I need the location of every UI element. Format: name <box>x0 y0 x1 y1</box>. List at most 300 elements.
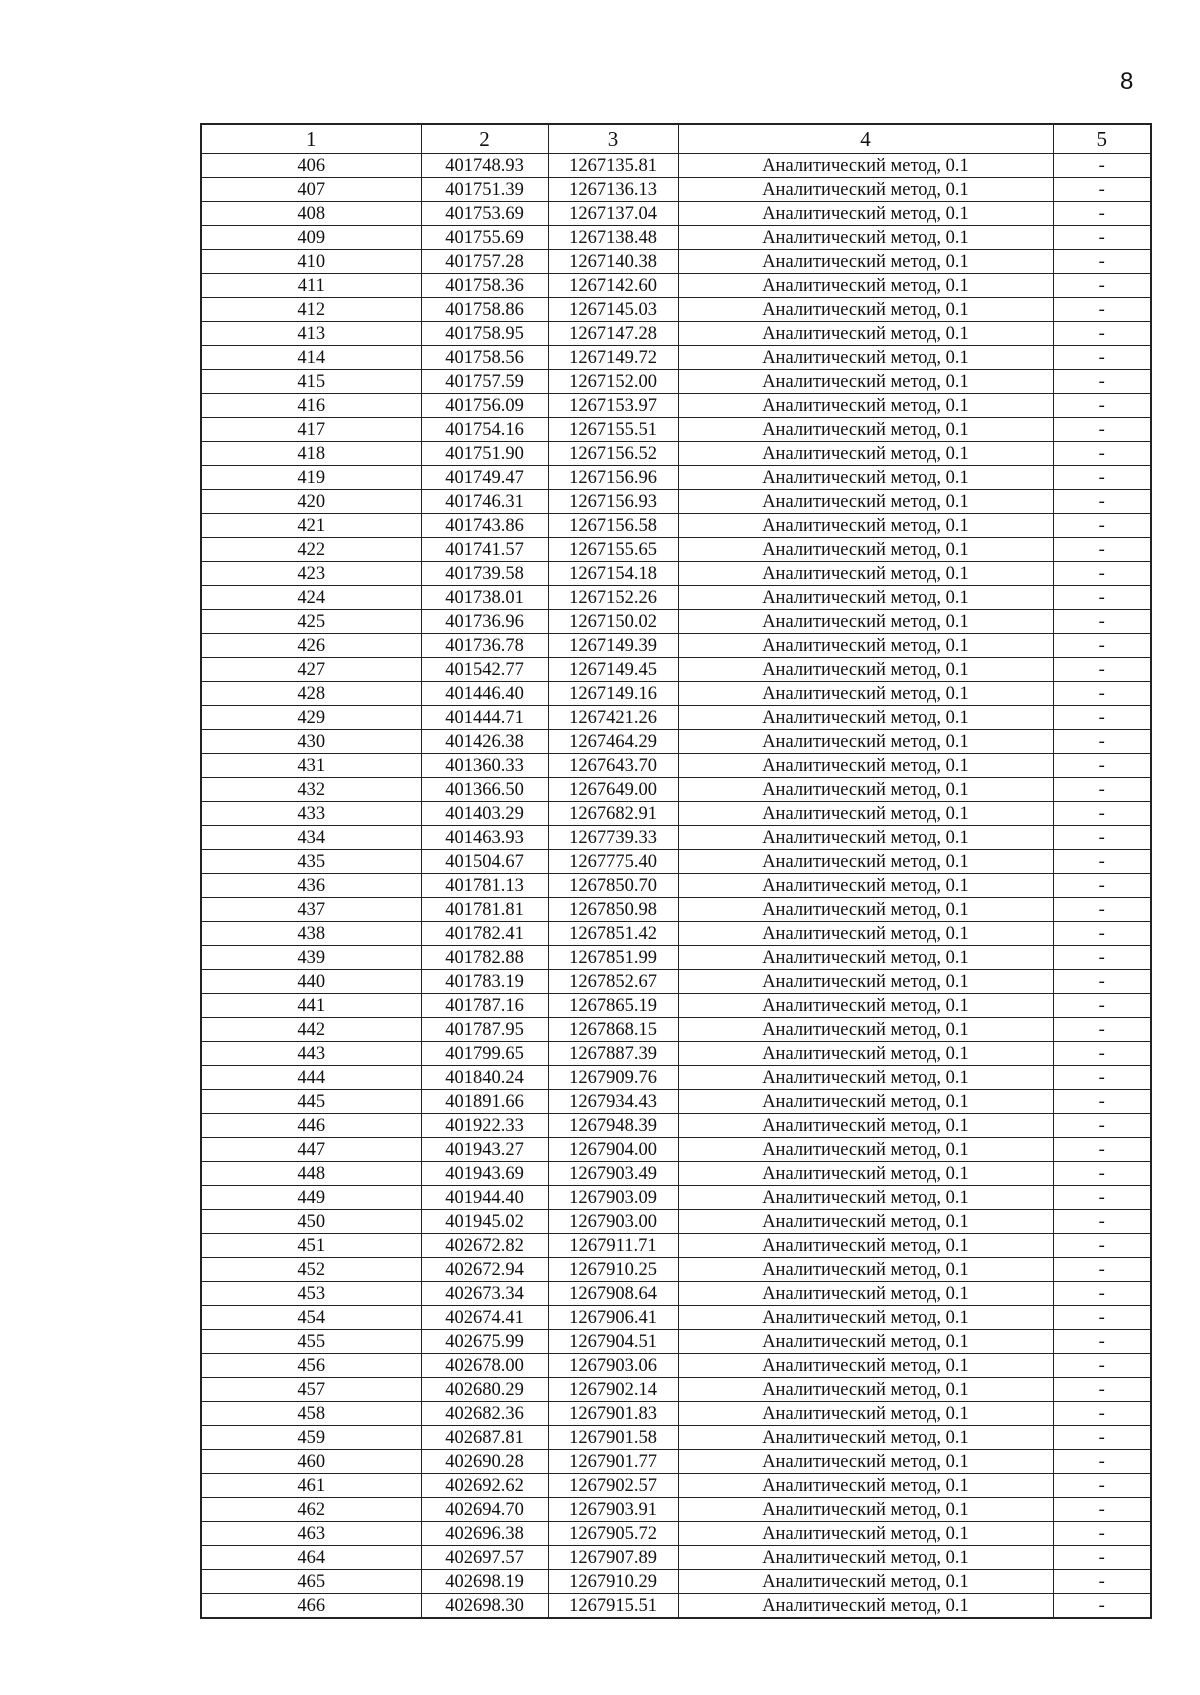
method-cell: Аналитический метод, 0.1 <box>678 874 1053 898</box>
table-row <box>201 658 1151 682</box>
note-cell: - <box>1053 154 1151 178</box>
y-coordinate-cell: 1267155.65 <box>548 538 678 562</box>
x-coordinate-cell: 401444.71 <box>421 706 548 730</box>
table-row <box>201 1282 1151 1306</box>
y-coordinate-cell: 1267910.25 <box>548 1258 678 1282</box>
method-cell: Аналитический метод, 0.1 <box>678 178 1053 202</box>
table-row <box>201 1330 1151 1354</box>
table-row <box>201 274 1151 298</box>
point-number-cell: 420 <box>201 490 421 514</box>
x-coordinate-cell: 401944.40 <box>421 1186 548 1210</box>
method-cell: Аналитический метод, 0.1 <box>678 1114 1053 1138</box>
method-cell: Аналитический метод, 0.1 <box>678 1402 1053 1426</box>
note-cell: - <box>1053 1426 1151 1450</box>
x-coordinate-cell: 401787.95 <box>421 1018 548 1042</box>
x-coordinate-cell: 402682.36 <box>421 1402 548 1426</box>
x-coordinate-cell: 401463.93 <box>421 826 548 850</box>
point-number-cell: 444 <box>201 1066 421 1090</box>
method-cell: Аналитический метод, 0.1 <box>678 754 1053 778</box>
point-number-cell: 448 <box>201 1162 421 1186</box>
point-number-cell: 458 <box>201 1402 421 1426</box>
table-row <box>201 826 1151 850</box>
method-cell: Аналитический метод, 0.1 <box>678 346 1053 370</box>
table-row <box>201 562 1151 586</box>
point-number-cell: 465 <box>201 1570 421 1594</box>
x-coordinate-cell: 401781.13 <box>421 874 548 898</box>
method-cell: Аналитический метод, 0.1 <box>678 1066 1053 1090</box>
method-cell: Аналитический метод, 0.1 <box>678 682 1053 706</box>
method-cell: Аналитический метод, 0.1 <box>678 490 1053 514</box>
table-row <box>201 850 1151 874</box>
y-coordinate-cell: 1267136.13 <box>548 178 678 202</box>
point-number-cell: 419 <box>201 466 421 490</box>
note-cell: - <box>1053 850 1151 874</box>
x-coordinate-cell: 401748.93 <box>421 154 548 178</box>
x-coordinate-cell: 401787.16 <box>421 994 548 1018</box>
method-cell: Аналитический метод, 0.1 <box>678 802 1053 826</box>
point-number-cell: 460 <box>201 1450 421 1474</box>
note-cell: - <box>1053 1282 1151 1306</box>
note-cell: - <box>1053 274 1151 298</box>
table-row <box>201 682 1151 706</box>
point-number-cell: 454 <box>201 1306 421 1330</box>
y-coordinate-cell: 1267140.38 <box>548 250 678 274</box>
method-cell: Аналитический метод, 0.1 <box>678 538 1053 562</box>
point-number-cell: 457 <box>201 1378 421 1402</box>
y-coordinate-cell: 1267156.52 <box>548 442 678 466</box>
point-number-cell: 428 <box>201 682 421 706</box>
note-cell: - <box>1053 1258 1151 1282</box>
method-cell: Аналитический метод, 0.1 <box>678 706 1053 730</box>
table-row <box>201 1426 1151 1450</box>
method-cell: Аналитический метод, 0.1 <box>678 610 1053 634</box>
y-coordinate-cell: 1267643.70 <box>548 754 678 778</box>
point-number-cell: 464 <box>201 1546 421 1570</box>
note-cell: - <box>1053 370 1151 394</box>
table-row <box>201 610 1151 634</box>
point-number-cell: 461 <box>201 1474 421 1498</box>
note-cell: - <box>1053 466 1151 490</box>
point-number-cell: 440 <box>201 970 421 994</box>
y-coordinate-cell: 1267851.42 <box>548 922 678 946</box>
note-cell: - <box>1053 1018 1151 1042</box>
y-coordinate-cell: 1267149.45 <box>548 658 678 682</box>
table-row <box>201 1162 1151 1186</box>
x-coordinate-cell: 401782.88 <box>421 946 548 970</box>
method-cell: Аналитический метод, 0.1 <box>678 1498 1053 1522</box>
point-number-cell: 437 <box>201 898 421 922</box>
note-cell: - <box>1053 1354 1151 1378</box>
table-row <box>201 1402 1151 1426</box>
y-coordinate-cell: 1267142.60 <box>548 274 678 298</box>
point-number-cell: 435 <box>201 850 421 874</box>
table-row <box>201 1066 1151 1090</box>
x-coordinate-cell: 402680.29 <box>421 1378 548 1402</box>
method-cell: Аналитический метод, 0.1 <box>678 418 1053 442</box>
point-number-cell: 406 <box>201 154 421 178</box>
table-row <box>201 466 1151 490</box>
x-coordinate-cell: 401943.69 <box>421 1162 548 1186</box>
table-row <box>201 898 1151 922</box>
method-cell: Аналитический метод, 0.1 <box>678 562 1053 586</box>
x-coordinate-cell: 401781.81 <box>421 898 548 922</box>
note-cell: - <box>1053 970 1151 994</box>
method-cell: Аналитический метод, 0.1 <box>678 298 1053 322</box>
table-row <box>201 1498 1151 1522</box>
note-cell: - <box>1053 1162 1151 1186</box>
y-coordinate-cell: 1267850.98 <box>548 898 678 922</box>
x-coordinate-cell: 401360.33 <box>421 754 548 778</box>
method-cell: Аналитический метод, 0.1 <box>678 1570 1053 1594</box>
table-row <box>201 1210 1151 1234</box>
table-row <box>201 394 1151 418</box>
method-cell: Аналитический метод, 0.1 <box>678 730 1053 754</box>
table-row <box>201 946 1151 970</box>
point-number-cell: 411 <box>201 274 421 298</box>
y-coordinate-cell: 1267421.26 <box>548 706 678 730</box>
note-cell: - <box>1053 1138 1151 1162</box>
method-cell: Аналитический метод, 0.1 <box>678 1426 1053 1450</box>
note-cell: - <box>1053 1402 1151 1426</box>
x-coordinate-cell: 401426.38 <box>421 730 548 754</box>
note-cell: - <box>1053 1186 1151 1210</box>
note-cell: - <box>1053 1378 1151 1402</box>
table-row <box>201 634 1151 658</box>
x-coordinate-cell: 402696.38 <box>421 1522 548 1546</box>
y-coordinate-cell: 1267909.76 <box>548 1066 678 1090</box>
note-cell: - <box>1053 1522 1151 1546</box>
table-row <box>201 1474 1151 1498</box>
method-cell: Аналитический метод, 0.1 <box>678 274 1053 298</box>
method-cell: Аналитический метод, 0.1 <box>678 1258 1053 1282</box>
x-coordinate-cell: 401403.29 <box>421 802 548 826</box>
page-number: 8 <box>1120 68 1134 95</box>
y-coordinate-cell: 1267156.96 <box>548 466 678 490</box>
note-cell: - <box>1053 298 1151 322</box>
point-number-cell: 418 <box>201 442 421 466</box>
y-coordinate-cell: 1267150.02 <box>548 610 678 634</box>
table-row <box>201 442 1151 466</box>
point-number-cell: 451 <box>201 1234 421 1258</box>
point-number-cell: 408 <box>201 202 421 226</box>
point-number-cell: 445 <box>201 1090 421 1114</box>
note-cell: - <box>1053 418 1151 442</box>
x-coordinate-cell: 401738.01 <box>421 586 548 610</box>
method-cell: Аналитический метод, 0.1 <box>678 466 1053 490</box>
note-cell: - <box>1053 1306 1151 1330</box>
x-coordinate-cell: 401757.28 <box>421 250 548 274</box>
table-row <box>201 1378 1151 1402</box>
y-coordinate-cell: 1267682.91 <box>548 802 678 826</box>
note-cell: - <box>1053 1450 1151 1474</box>
column-header: 5 <box>1053 124 1151 154</box>
column-header: 2 <box>421 124 548 154</box>
method-cell: Аналитический метод, 0.1 <box>678 370 1053 394</box>
method-cell: Аналитический метод, 0.1 <box>678 1450 1053 1474</box>
note-cell: - <box>1053 1210 1151 1234</box>
note-cell: - <box>1053 658 1151 682</box>
note-cell: - <box>1053 802 1151 826</box>
method-cell: Аналитический метод, 0.1 <box>678 1594 1053 1619</box>
note-cell: - <box>1053 1570 1151 1594</box>
x-coordinate-cell: 402678.00 <box>421 1354 548 1378</box>
y-coordinate-cell: 1267905.72 <box>548 1522 678 1546</box>
point-number-cell: 434 <box>201 826 421 850</box>
point-number-cell: 459 <box>201 1426 421 1450</box>
method-cell: Аналитический метод, 0.1 <box>678 850 1053 874</box>
method-cell: Аналитический метод, 0.1 <box>678 586 1053 610</box>
column-header: 1 <box>201 124 421 154</box>
note-cell: - <box>1053 874 1151 898</box>
y-coordinate-cell: 1267904.00 <box>548 1138 678 1162</box>
table-row <box>201 1042 1151 1066</box>
y-coordinate-cell: 1267147.28 <box>548 322 678 346</box>
x-coordinate-cell: 401945.02 <box>421 1210 548 1234</box>
table-row <box>201 1306 1151 1330</box>
note-cell: - <box>1053 1090 1151 1114</box>
point-number-cell: 466 <box>201 1594 421 1619</box>
note-cell: - <box>1053 562 1151 586</box>
x-coordinate-cell: 402690.28 <box>421 1450 548 1474</box>
note-cell: - <box>1053 826 1151 850</box>
table-row <box>201 418 1151 442</box>
x-coordinate-cell: 402673.34 <box>421 1282 548 1306</box>
point-number-cell: 423 <box>201 562 421 586</box>
y-coordinate-cell: 1267903.00 <box>548 1210 678 1234</box>
point-number-cell: 421 <box>201 514 421 538</box>
note-cell: - <box>1053 586 1151 610</box>
x-coordinate-cell: 401751.90 <box>421 442 548 466</box>
table-row <box>201 1594 1151 1619</box>
method-cell: Аналитический метод, 0.1 <box>678 826 1053 850</box>
note-cell: - <box>1053 1234 1151 1258</box>
x-coordinate-cell: 402674.41 <box>421 1306 548 1330</box>
note-cell: - <box>1053 1330 1151 1354</box>
x-coordinate-cell: 401757.59 <box>421 370 548 394</box>
table-row <box>201 1234 1151 1258</box>
x-coordinate-cell: 402672.82 <box>421 1234 548 1258</box>
method-cell: Аналитический метод, 0.1 <box>678 226 1053 250</box>
y-coordinate-cell: 1267902.57 <box>548 1474 678 1498</box>
method-cell: Аналитический метод, 0.1 <box>678 658 1053 682</box>
y-coordinate-cell: 1267153.97 <box>548 394 678 418</box>
x-coordinate-cell: 401782.41 <box>421 922 548 946</box>
table-header-row <box>201 124 1151 154</box>
y-coordinate-cell: 1267910.29 <box>548 1570 678 1594</box>
point-number-cell: 446 <box>201 1114 421 1138</box>
x-coordinate-cell: 401736.78 <box>421 634 548 658</box>
y-coordinate-cell: 1267138.48 <box>548 226 678 250</box>
method-cell: Аналитический метод, 0.1 <box>678 994 1053 1018</box>
y-coordinate-cell: 1267934.43 <box>548 1090 678 1114</box>
method-cell: Аналитический метод, 0.1 <box>678 1162 1053 1186</box>
method-cell: Аналитический метод, 0.1 <box>678 394 1053 418</box>
table-row <box>201 1018 1151 1042</box>
x-coordinate-cell: 401840.24 <box>421 1066 548 1090</box>
y-coordinate-cell: 1267149.72 <box>548 346 678 370</box>
y-coordinate-cell: 1267915.51 <box>548 1594 678 1619</box>
y-coordinate-cell: 1267851.99 <box>548 946 678 970</box>
method-cell: Аналитический метод, 0.1 <box>678 202 1053 226</box>
column-header: 3 <box>548 124 678 154</box>
method-cell: Аналитический метод, 0.1 <box>678 970 1053 994</box>
x-coordinate-cell: 401739.58 <box>421 562 548 586</box>
table-row <box>201 874 1151 898</box>
y-coordinate-cell: 1267904.51 <box>548 1330 678 1354</box>
x-coordinate-cell: 402698.19 <box>421 1570 548 1594</box>
point-number-cell: 414 <box>201 346 421 370</box>
method-cell: Аналитический метод, 0.1 <box>678 1234 1053 1258</box>
x-coordinate-cell: 401746.31 <box>421 490 548 514</box>
x-coordinate-cell: 402687.81 <box>421 1426 548 1450</box>
x-coordinate-cell: 401799.65 <box>421 1042 548 1066</box>
x-coordinate-cell: 402672.94 <box>421 1258 548 1282</box>
x-coordinate-cell: 401446.40 <box>421 682 548 706</box>
y-coordinate-cell: 1267152.00 <box>548 370 678 394</box>
point-number-cell: 409 <box>201 226 421 250</box>
note-cell: - <box>1053 538 1151 562</box>
table-row <box>201 1354 1151 1378</box>
y-coordinate-cell: 1267852.67 <box>548 970 678 994</box>
y-coordinate-cell: 1267906.41 <box>548 1306 678 1330</box>
method-cell: Аналитический метод, 0.1 <box>678 1018 1053 1042</box>
method-cell: Аналитический метод, 0.1 <box>678 1186 1053 1210</box>
table-row <box>201 298 1151 322</box>
y-coordinate-cell: 1267464.29 <box>548 730 678 754</box>
point-number-cell: 449 <box>201 1186 421 1210</box>
point-number-cell: 439 <box>201 946 421 970</box>
x-coordinate-cell: 401743.86 <box>421 514 548 538</box>
y-coordinate-cell: 1267868.15 <box>548 1018 678 1042</box>
x-coordinate-cell: 401756.09 <box>421 394 548 418</box>
x-coordinate-cell: 401943.27 <box>421 1138 548 1162</box>
note-cell: - <box>1053 1042 1151 1066</box>
point-number-cell: 415 <box>201 370 421 394</box>
x-coordinate-cell: 401749.47 <box>421 466 548 490</box>
y-coordinate-cell: 1267156.93 <box>548 490 678 514</box>
note-cell: - <box>1053 754 1151 778</box>
note-cell: - <box>1053 994 1151 1018</box>
note-cell: - <box>1053 178 1151 202</box>
table-body <box>201 154 1151 1619</box>
table-row <box>201 514 1151 538</box>
y-coordinate-cell: 1267901.58 <box>548 1426 678 1450</box>
method-cell: Аналитический метод, 0.1 <box>678 922 1053 946</box>
note-cell: - <box>1053 322 1151 346</box>
y-coordinate-cell: 1267850.70 <box>548 874 678 898</box>
point-number-cell: 412 <box>201 298 421 322</box>
point-number-cell: 438 <box>201 922 421 946</box>
y-coordinate-cell: 1267865.19 <box>548 994 678 1018</box>
y-coordinate-cell: 1267903.09 <box>548 1186 678 1210</box>
table-row <box>201 1258 1151 1282</box>
method-cell: Аналитический метод, 0.1 <box>678 946 1053 970</box>
x-coordinate-cell: 401542.77 <box>421 658 548 682</box>
table-row <box>201 802 1151 826</box>
y-coordinate-cell: 1267908.64 <box>548 1282 678 1306</box>
point-number-cell: 441 <box>201 994 421 1018</box>
note-cell: - <box>1053 226 1151 250</box>
method-cell: Аналитический метод, 0.1 <box>678 1210 1053 1234</box>
point-number-cell: 452 <box>201 1258 421 1282</box>
table-row <box>201 730 1151 754</box>
table-row <box>201 322 1151 346</box>
note-cell: - <box>1053 1114 1151 1138</box>
table-row <box>201 778 1151 802</box>
table-row <box>201 1546 1151 1570</box>
table-row <box>201 1570 1151 1594</box>
table-row <box>201 1450 1151 1474</box>
x-coordinate-cell: 401922.33 <box>421 1114 548 1138</box>
point-number-cell: 453 <box>201 1282 421 1306</box>
table-row <box>201 1186 1151 1210</box>
note-cell: - <box>1053 1594 1151 1619</box>
x-coordinate-cell: 401741.57 <box>421 538 548 562</box>
point-number-cell: 417 <box>201 418 421 442</box>
method-cell: Аналитический метод, 0.1 <box>678 1546 1053 1570</box>
point-number-cell: 416 <box>201 394 421 418</box>
x-coordinate-cell: 402698.30 <box>421 1594 548 1619</box>
x-coordinate-cell: 402675.99 <box>421 1330 548 1354</box>
method-cell: Аналитический метод, 0.1 <box>678 1306 1053 1330</box>
table-row <box>201 154 1151 178</box>
method-cell: Аналитический метод, 0.1 <box>678 1090 1053 1114</box>
point-number-cell: 436 <box>201 874 421 898</box>
note-cell: - <box>1053 898 1151 922</box>
method-cell: Аналитический метод, 0.1 <box>678 322 1053 346</box>
x-coordinate-cell: 401753.69 <box>421 202 548 226</box>
x-coordinate-cell: 401504.67 <box>421 850 548 874</box>
y-coordinate-cell: 1267911.71 <box>548 1234 678 1258</box>
y-coordinate-cell: 1267137.04 <box>548 202 678 226</box>
method-cell: Аналитический метод, 0.1 <box>678 154 1053 178</box>
table-row <box>201 1138 1151 1162</box>
note-cell: - <box>1053 202 1151 226</box>
y-coordinate-cell: 1267775.40 <box>548 850 678 874</box>
note-cell: - <box>1053 394 1151 418</box>
x-coordinate-cell: 401751.39 <box>421 178 548 202</box>
method-cell: Аналитический метод, 0.1 <box>678 1378 1053 1402</box>
note-cell: - <box>1053 922 1151 946</box>
point-number-cell: 442 <box>201 1018 421 1042</box>
table-row <box>201 586 1151 610</box>
point-number-cell: 432 <box>201 778 421 802</box>
y-coordinate-cell: 1267156.58 <box>548 514 678 538</box>
point-number-cell: 433 <box>201 802 421 826</box>
y-coordinate-cell: 1267903.06 <box>548 1354 678 1378</box>
x-coordinate-cell: 401754.16 <box>421 418 548 442</box>
method-cell: Аналитический метод, 0.1 <box>678 898 1053 922</box>
table-row <box>201 1090 1151 1114</box>
table-row <box>201 226 1151 250</box>
y-coordinate-cell: 1267152.26 <box>548 586 678 610</box>
method-cell: Аналитический метод, 0.1 <box>678 1138 1053 1162</box>
point-number-cell: 426 <box>201 634 421 658</box>
y-coordinate-cell: 1267154.18 <box>548 562 678 586</box>
note-cell: - <box>1053 730 1151 754</box>
point-number-cell: 456 <box>201 1354 421 1378</box>
y-coordinate-cell: 1267948.39 <box>548 1114 678 1138</box>
point-number-cell: 429 <box>201 706 421 730</box>
y-coordinate-cell: 1267887.39 <box>548 1042 678 1066</box>
method-cell: Аналитический метод, 0.1 <box>678 1042 1053 1066</box>
point-number-cell: 427 <box>201 658 421 682</box>
method-cell: Аналитический метод, 0.1 <box>678 1522 1053 1546</box>
y-coordinate-cell: 1267901.77 <box>548 1450 678 1474</box>
table-row <box>201 490 1151 514</box>
y-coordinate-cell: 1267739.33 <box>548 826 678 850</box>
method-cell: Аналитический метод, 0.1 <box>678 1474 1053 1498</box>
